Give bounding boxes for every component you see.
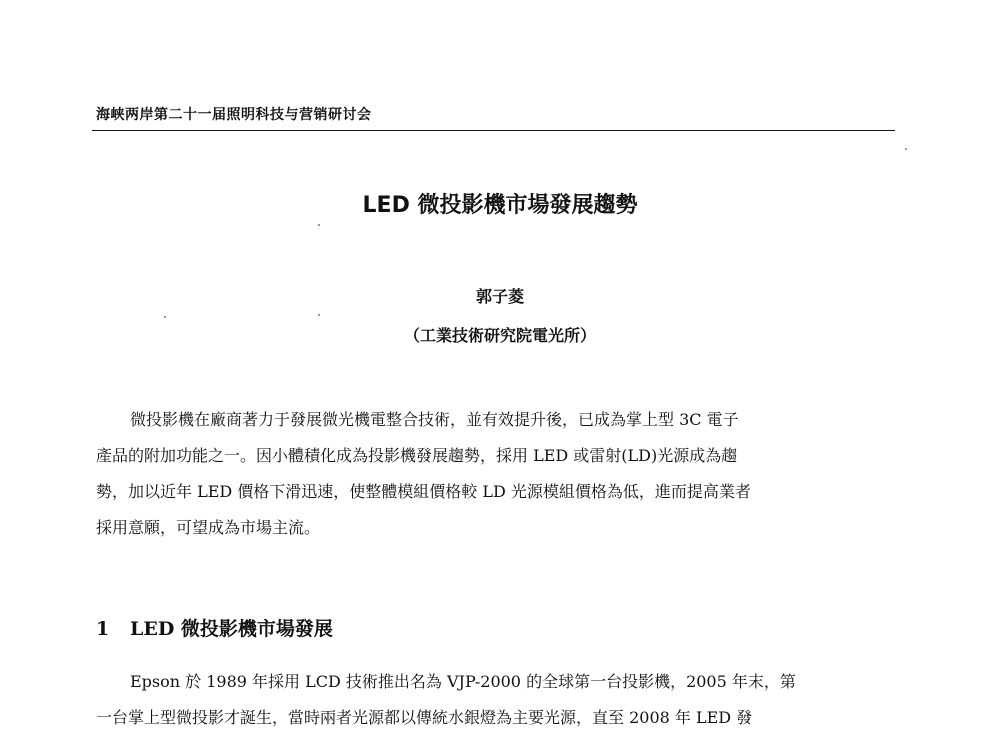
paper-title: LED 微投影機市場發展趨勢 xyxy=(362,193,638,218)
author-name: 郭子菱 xyxy=(475,287,524,306)
abstract-line: 勢，加以近年 LED 價格下滑迅速，使整體模組價格較 LD 光源模組價格為低，進而提高業者 xyxy=(96,482,751,501)
section-title: LED 微投影機市場發展 xyxy=(130,618,333,640)
abstract-line: 微投影機在廠商著力于發展微光機電整合技術，並有效提升後，已成為掌上型 3C 電子 xyxy=(130,410,739,429)
abstract-line: 採用意願，可望成為市場主流。 xyxy=(96,518,321,537)
body-line: 一台掌上型微投影才誕生，當時兩者光源都以傳統水銀燈為主要光源，直至 2008 年 LED 發 xyxy=(96,708,753,727)
scan-speck xyxy=(164,316,166,318)
abstract-paragraph xyxy=(96,402,892,546)
header-rule xyxy=(92,130,895,131)
section-paragraph xyxy=(96,664,892,736)
section-heading xyxy=(96,614,333,641)
author-affiliation: （工業技術研究院電光所） xyxy=(403,326,596,345)
scan-speck xyxy=(318,314,320,316)
scan-speck xyxy=(318,224,320,226)
body-line: Epson 於 1989 年採用 LCD 技術推出名為 VJP-2000 的全球第一台投影機，2005 年末，第 xyxy=(130,672,796,691)
abstract-line: 產品的附加功能之一。因小體積化成為投影機發展趨勢，採用 LED 或雷射(LD)光源成為趨 xyxy=(96,446,738,465)
running-header: 海峡两岸第二十一届照明科技与营销研讨会 xyxy=(96,107,372,123)
section-number: 1 xyxy=(96,618,110,640)
scan-speck xyxy=(905,148,907,150)
